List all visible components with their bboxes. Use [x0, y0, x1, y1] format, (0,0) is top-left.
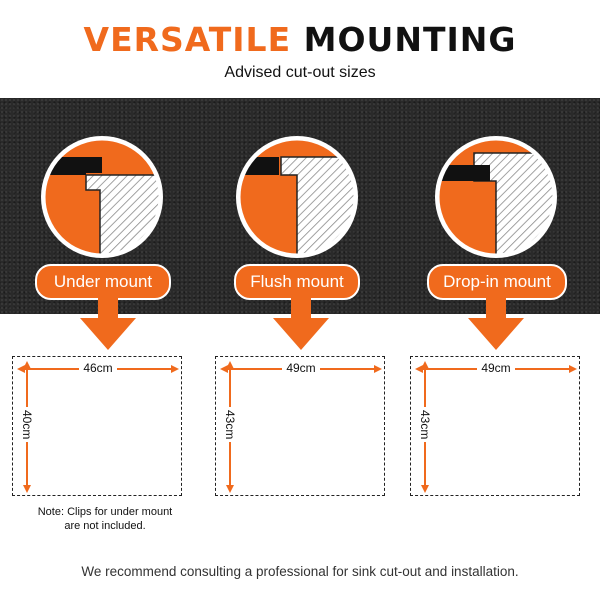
under-mount-diagram-icon [40, 135, 164, 259]
drop-in-mount-label: Drop-in mount [427, 264, 567, 300]
height-label: 43cm [223, 407, 237, 442]
width-label: 49cm [411, 361, 581, 375]
footer-recommendation: We recommend consulting a professional for sink cut-out and installation. [81, 564, 519, 579]
width-label: 49cm [216, 361, 386, 375]
down-arrow-icon [271, 294, 331, 352]
drop-in-mount-column [410, 0, 600, 600]
subtitle: Advised cut-out sizes [224, 64, 376, 81]
flush-mount-column [215, 0, 405, 600]
note-line-2: are not included. [64, 520, 146, 532]
title-rest: MOUNTING [303, 20, 517, 59]
height-label: 43cm [418, 407, 432, 442]
width-label: 46cm [13, 361, 183, 375]
drop-in-mount-cutout-box [410, 356, 580, 496]
clips-note [10, 505, 200, 533]
under-mount-cutout-box [12, 356, 182, 496]
flush-mount-label: Flush mount [234, 264, 360, 300]
down-arrow-icon [78, 294, 138, 352]
dimension-arrows [216, 357, 386, 497]
dimension-arrows [13, 357, 183, 497]
height-label: 40cm [20, 407, 34, 442]
under-mount-column [20, 0, 210, 600]
drop-in-mount-diagram-icon [434, 135, 558, 259]
flush-mount-diagram-icon [235, 135, 359, 259]
under-mount-label: Under mount [35, 264, 171, 300]
title-accent: VERSATILE [83, 20, 292, 59]
dimension-arrows [411, 357, 581, 497]
down-arrow-icon [466, 294, 526, 352]
note-line-1: Note: Clips for under mount [37, 506, 173, 518]
flush-mount-cutout-box [215, 356, 385, 496]
